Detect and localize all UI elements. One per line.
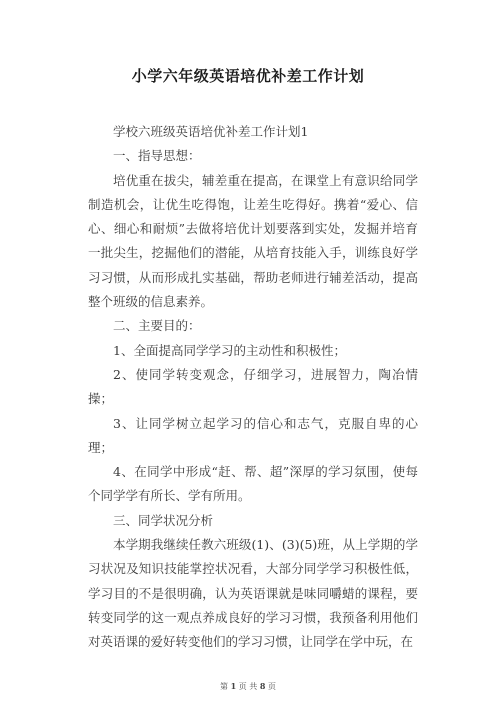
footer-page-number: 1 bbox=[230, 681, 237, 691]
footer-prefix: 第 bbox=[220, 682, 229, 691]
paragraph-student-analysis: 本学期我继续任教六班级(1)、(3)(5)班，从上学期的学习状况及知识技能掌控状况看，大部分同学学习积极性低，学习目的不是很明确，认为英语课就是味同嚼蜡的课程，要转变同学的这一观点养成良好的学习习惯，我预备利用他们对英语课的爱好转变他们的学习习惯，让同学在学中玩，在 bbox=[88, 537, 418, 650]
section-heading-guiding-ideology: 一、指导思想： bbox=[113, 148, 201, 164]
goal-item-3: 3、让同学树立起学习的信心和志气，克服自卑的心理； bbox=[88, 415, 418, 455]
goal-item-4: 4、在同学中形成“赶、帮、超”深厚的学习氛围，使每个同学学有所长、学有所用。 bbox=[88, 464, 418, 504]
goal-item-1: 1、全面提高同学学习的主动性和积极性； bbox=[113, 342, 346, 358]
page-footer bbox=[0, 680, 496, 693]
paragraph-guiding-ideology: 培优重在拔尖，辅差重在提高，在课堂上有意识给同学制造机会，让优生吃得饱，让差生吃得好。携着“爱心、信心、细心和耐烦”去做将培优计划要落到实处，发掘并培育一批尖生，挖掘他们的潜能，从培育技能入手，训练良好学习习惯，从而形成扎实基础，帮助老师进行辅差活动，提高整个班级的信息素养。 bbox=[88, 172, 418, 310]
section-heading-main-goals: 二、主要目的： bbox=[113, 318, 201, 334]
goal-item-2: 2、使同学转变观念，仔细学习，进展智力，陶冶情操； bbox=[88, 366, 418, 407]
plan-heading: 学校六班级英语培优补差工作计划1 bbox=[113, 124, 309, 139]
footer-total-pages: 8 bbox=[259, 681, 266, 691]
section-heading-student-analysis: 三、同学状况分析 bbox=[113, 512, 214, 528]
document-body bbox=[88, 120, 418, 655]
document-title: 小学六年级英语培优补差工作计划 bbox=[131, 67, 365, 85]
footer-suffix: 页 bbox=[267, 682, 276, 691]
footer-middle: 页 共 bbox=[238, 682, 258, 691]
